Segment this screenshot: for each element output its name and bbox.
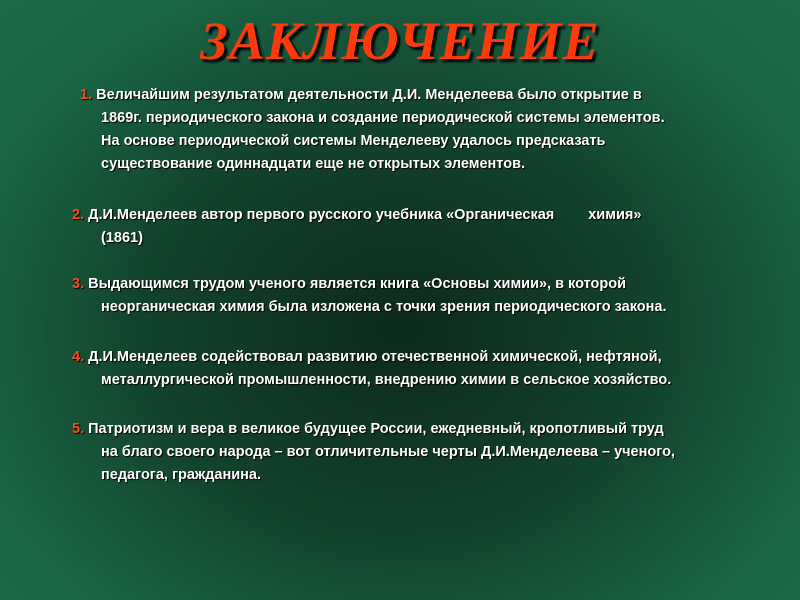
item-text: Величайшим результатом деятельности Д.И. Менделеева было открытие в [96, 87, 642, 103]
item-1-line-1 [80, 84, 665, 107]
item-2-line-2: (1861) [101, 230, 143, 246]
item-number: 3. [72, 276, 85, 292]
item-number: 1. [80, 87, 93, 103]
item-text: химия» [588, 207, 642, 223]
list-item-2 [72, 204, 641, 250]
list-item-5 [72, 418, 675, 487]
item-3-line-2: неорганическая химия была изложена с точки зрения периодического закона. [101, 299, 667, 315]
list-item-4 [72, 346, 671, 392]
slide-title: ЗАКЛЮЧЕНИЕ [200, 11, 600, 71]
item-number: 5. [72, 421, 85, 437]
item-text: Д.И.Менделеев автор первого русского учебника «Органическая [88, 207, 555, 223]
item-4-line-2: металлургической промышленности, внедрению химии в сельское хозяйство. [101, 372, 672, 388]
item-number: 4. [72, 349, 85, 365]
item-text: Патриотизм и вера в великое будущее России, ежедневный, кропотливый труд [88, 421, 664, 437]
list-item-1 [80, 84, 665, 176]
item-1-line-3: На основе периодической системы Менделееву удалось предсказать [101, 133, 606, 149]
list-item-3 [72, 273, 667, 319]
item-5-line-1 [72, 418, 675, 441]
item-text: Д.И.Менделеев содействовал развитию отечественной химической, нефтяной, [88, 349, 662, 365]
item-text: Выдающимся трудом ученого является книга «Основы химии», в которой [88, 276, 627, 292]
item-1-line-4: существование одиннадцати еще не открытых элементов. [101, 156, 526, 172]
item-3-line-1 [72, 273, 667, 296]
item-5-line-3: педагога, гражданина. [101, 467, 261, 483]
item-2-line-1 [72, 204, 641, 227]
item-1-line-2: 1869г. периодического закона и создание периодической системы элементов. [101, 110, 665, 126]
item-4-line-1 [72, 346, 671, 369]
item-number: 2. [72, 207, 85, 223]
item-5-line-2: на благо своего народа – вот отличительные черты Д.И.Менделеева – ученого, [101, 444, 675, 460]
